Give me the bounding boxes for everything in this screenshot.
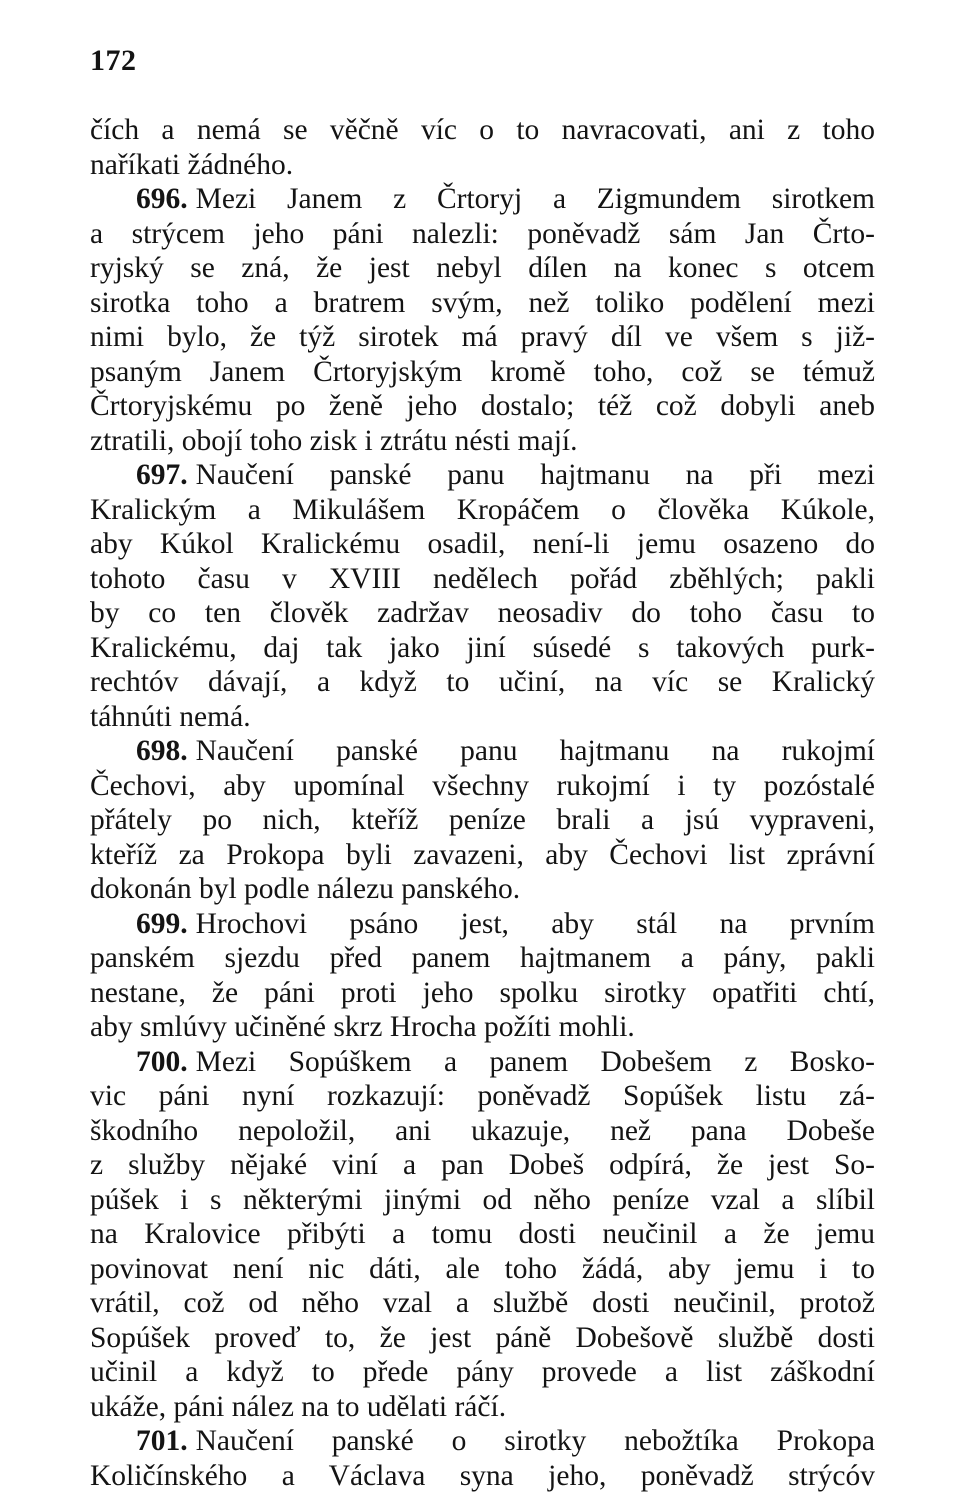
text-line <box>90 976 875 1011</box>
text-line <box>90 389 875 424</box>
page-number: 172 <box>90 44 137 77</box>
text-line <box>90 665 875 700</box>
paragraph-start-line <box>90 182 875 217</box>
line-text: naříkati žádného. <box>90 148 294 181</box>
line-text: kteříž za Prokopa byli zavazeni, aby Čechovi list zprávní <box>90 838 875 871</box>
text-line <box>90 700 875 735</box>
line-text: a strýcem jeho páni nalezli: poněvadž sám Jan Črto- <box>90 217 875 250</box>
line-text: Mezi Janem z Črtoryj a Zigmundem sirotkem <box>195 183 875 215</box>
line-text: nimi bylo, že týž sirotek má pravý díl ve všem s již- <box>90 321 875 353</box>
text-line <box>90 1217 875 1252</box>
text-line <box>90 148 875 183</box>
line-text: Kralickým a Mikulášem Kropáčem o člověka Kúkole, <box>90 493 875 526</box>
line-text: vic páni nyní rozkazují: poněvadž Sopúšek listu zá- <box>90 1080 875 1112</box>
line-text: Sopúšek proveď to, že jest páně Dobešově službě dosti <box>90 1321 875 1354</box>
paragraph-start-line <box>90 1424 875 1459</box>
text-line <box>90 941 875 976</box>
line-text: táhnúti nemá. <box>90 700 251 733</box>
paragraph-start-line <box>90 907 875 942</box>
text-line <box>90 1286 875 1321</box>
text-line <box>90 1079 875 1114</box>
paragraph-start-line <box>90 734 875 769</box>
line-text: Črtoryjskému po ženě jeho dostalo; též což dobyli aneb <box>90 390 875 422</box>
body-text <box>90 113 875 1493</box>
line-text: vrátil, což od něho vzal a službě dosti neučinil, protož <box>90 1287 875 1319</box>
line-text: Naučení panské o sirotky nebožtíka Prokopa <box>195 1425 875 1457</box>
line-text: Čechovi, aby upomínal všechny rukojmí i ty pozóstalé <box>90 769 875 802</box>
line-text: z služby nějaké viní a pan Dobeš odpírá, že jest So- <box>90 1149 875 1181</box>
paragraph-start-line <box>90 458 875 493</box>
text-line <box>90 872 875 907</box>
text-line <box>90 803 875 838</box>
paragraph-start-line <box>90 1045 875 1080</box>
line-text: Mezi Sopúškem a panem Dobešem z Bosko- <box>195 1045 875 1078</box>
text-line <box>90 251 875 286</box>
line-text: Količínského a Václava syna jeho, poněvadž strýcóv <box>90 1459 875 1492</box>
text-line <box>90 1252 875 1287</box>
entry-number: 697. <box>136 459 188 491</box>
text-line <box>90 769 875 804</box>
text-line <box>90 1183 875 1218</box>
line-text: sirotka toho a bratrem svým, než toliko podělení mezi <box>90 286 875 319</box>
text-line <box>90 493 875 528</box>
text-line <box>90 113 875 148</box>
line-text: škodního nepoložil, ani ukazuje, než pana Dobeše <box>90 1114 875 1147</box>
entry-number: 701. <box>136 1425 188 1457</box>
text-line <box>90 1114 875 1149</box>
line-text: aby smlúvy učiněné skrz Hrocha požíti mohli. <box>90 1011 635 1043</box>
line-text: rechtóv dávají, a když to učiní, na víc se Kralický <box>90 666 875 698</box>
text-line <box>90 320 875 355</box>
line-text: ztratili, obojí toho zisk i ztrátu nésti mají. <box>90 424 578 457</box>
line-text: ryjský se zná, že jest nebyl dílen na konec s otcem <box>90 252 875 284</box>
line-text: Hrochovi psáno jest, aby stál na prvním <box>195 907 875 940</box>
line-text: povinovat není nic dáti, ale toho žádá, aby jemu i to <box>90 1252 875 1285</box>
text-line <box>90 424 875 459</box>
line-text: učinil a když to přede pány provede a list záškodní <box>90 1356 875 1388</box>
text-line <box>90 1459 875 1494</box>
text-line <box>90 217 875 252</box>
line-text: Naučení panské panu hajtmanu na rukojmí <box>195 735 875 767</box>
text-line <box>90 1010 875 1045</box>
line-text: na Kralovice přibýti a tomu dosti neučinil a že jemu <box>90 1218 875 1250</box>
entry-number: 696. <box>136 183 188 215</box>
text-line <box>90 1390 875 1425</box>
text-line <box>90 838 875 873</box>
entry-number: 698. <box>136 735 188 767</box>
text-line <box>90 562 875 597</box>
text-line <box>90 527 875 562</box>
line-text: přátely po nich, kteříž peníze brali a jsú vypraveni, <box>90 804 875 836</box>
text-line <box>90 355 875 390</box>
line-text: Kralickému, daj tak jako jiní súsedé s takových purk- <box>90 631 875 664</box>
line-text: by co ten člověk zadržav neosadiv do toho času to <box>90 597 875 629</box>
text-line <box>90 631 875 666</box>
line-text: púšek i s některými jinými od něho peníze vzal a slíbil <box>90 1183 875 1216</box>
text-line <box>90 1148 875 1183</box>
entry-number: 699. <box>136 907 188 940</box>
line-text: tohoto času v XVIII nedělech pořád zběhlých; pakli <box>90 562 875 595</box>
line-text: čích a nemá se věčně víc o to navracovati, ani z toho <box>90 114 875 146</box>
line-text: ukáže, páni nález na to udělati ráčí. <box>90 1390 507 1423</box>
line-text: nestane, že páni proti jeho spolku sirotky opatřiti chtí, <box>90 976 875 1009</box>
text-line <box>90 286 875 321</box>
text-line <box>90 1321 875 1356</box>
text-line <box>90 1355 875 1390</box>
line-text: panském sjezdu před panem hajtmanem a pány, pakli <box>90 942 875 974</box>
line-text: Naučení panské panu hajtmanu na při mezi <box>195 459 875 491</box>
line-text: aby Kúkol Kralickému osadil, není-li jemu osazeno do <box>90 528 875 560</box>
entry-number: 700. <box>136 1045 188 1078</box>
text-line <box>90 596 875 631</box>
line-text: psaným Janem Črtoryjským kromě toho, což se témuž <box>90 355 875 388</box>
line-text: dokonán byl podle nálezu panského. <box>90 873 521 905</box>
